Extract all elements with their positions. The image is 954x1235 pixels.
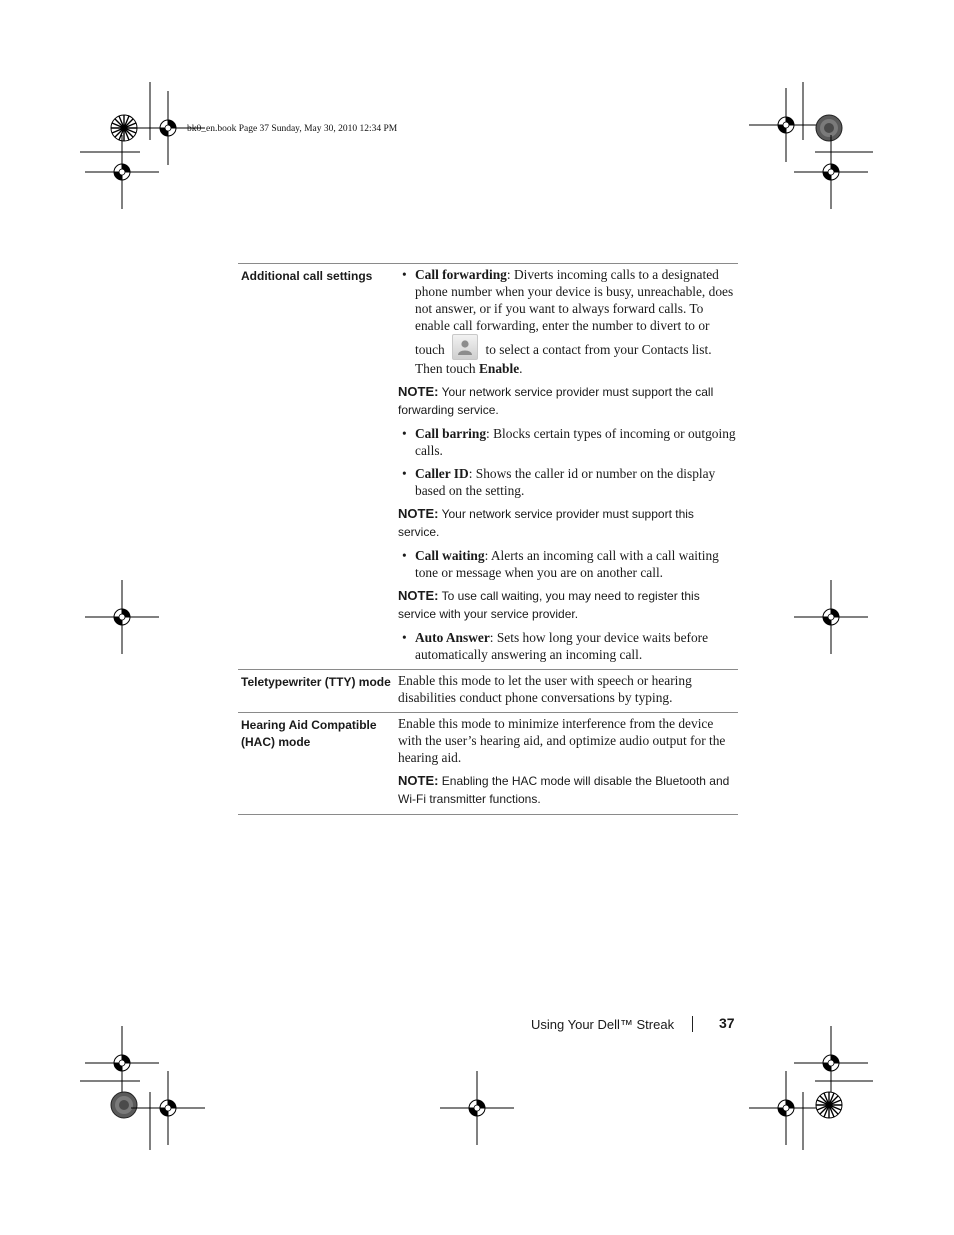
table-row-additional-call-settings xyxy=(238,264,738,670)
note-text: Enabling the HAC mode will disable the Bluetooth and Wi-Fi transmitter functions. xyxy=(398,774,730,806)
row-label: Additional call settings xyxy=(241,269,373,283)
note-text: Your network service provider must support the call forwarding service. xyxy=(398,385,714,417)
row-content xyxy=(396,670,738,713)
bullet-list xyxy=(398,266,738,377)
table-row-tty-mode xyxy=(238,670,738,713)
note-keyword: NOTE: xyxy=(398,506,439,521)
list-item-auto-answer xyxy=(398,629,738,663)
description-continued: to select a contact from your Contacts list. Then touch xyxy=(415,342,712,376)
note xyxy=(398,587,738,623)
description: : Shows the caller id or number on the display based on the setting. xyxy=(415,466,716,498)
note-text: To use call waiting, you may need to register this service with your service provider. xyxy=(398,589,700,621)
row-content xyxy=(396,713,738,815)
description: Enable this mode to minimize interference from the device with the user’s hearing aid, and optimize audio output for the hearing aid. xyxy=(398,716,726,765)
note-text: Your network service provider must support this service. xyxy=(398,507,694,539)
contact-person-icon xyxy=(452,334,478,360)
note xyxy=(398,383,738,419)
description: : Blocks certain types of incoming or outgoing calls. xyxy=(415,426,736,458)
row-label: Hearing Aid Compatible (HAC) mode xyxy=(241,718,377,749)
footer-separator xyxy=(692,1016,693,1032)
list-item-call-forwarding xyxy=(398,266,738,377)
term: Caller ID xyxy=(415,466,469,481)
row-content xyxy=(396,264,738,670)
term: Call barring xyxy=(415,426,487,441)
period: . xyxy=(519,361,523,376)
description: Enable this mode to let the user with speech or hearing disabilities conduct phone conversations by typing. xyxy=(398,673,692,705)
row-label: Teletypewriter (TTY) mode xyxy=(241,675,391,689)
term: Auto Answer xyxy=(415,630,490,645)
print-slug: bk0_en.book Page 37 Sunday, May 30, 2010 12:34 PM xyxy=(187,124,398,134)
term: Call waiting xyxy=(415,548,485,563)
description: : Diverts incoming calls to a designated phone number when your device is busy, unreachable, does not answer, or if you want to always forward calls. To enable call forwarding, enter the number to divert to or touch xyxy=(415,267,734,357)
list-item-call-waiting xyxy=(398,547,738,581)
note-keyword: NOTE: xyxy=(398,773,439,788)
bullet-list xyxy=(398,547,738,581)
description: : Sets how long your device waits before automatically answering an incoming call. xyxy=(415,630,709,662)
note-keyword: NOTE: xyxy=(398,384,439,399)
list-item-call-barring xyxy=(398,425,738,459)
description: : Alerts an incoming call with a call waiting tone or message when you are on another call. xyxy=(415,548,719,580)
bullet-list xyxy=(398,425,738,499)
table-row-hac-mode xyxy=(238,713,738,815)
call-settings-table xyxy=(238,263,738,815)
list-item-caller-id xyxy=(398,465,738,499)
term: Call forwarding xyxy=(415,267,507,282)
footer-title: Using Your Dell™ Streak xyxy=(531,1017,675,1032)
note-keyword: NOTE: xyxy=(398,588,439,603)
page-number: 37 xyxy=(719,1015,735,1031)
bullet-list xyxy=(398,629,738,663)
note xyxy=(398,505,738,541)
enable-term: Enable xyxy=(478,361,520,376)
note xyxy=(398,772,738,808)
